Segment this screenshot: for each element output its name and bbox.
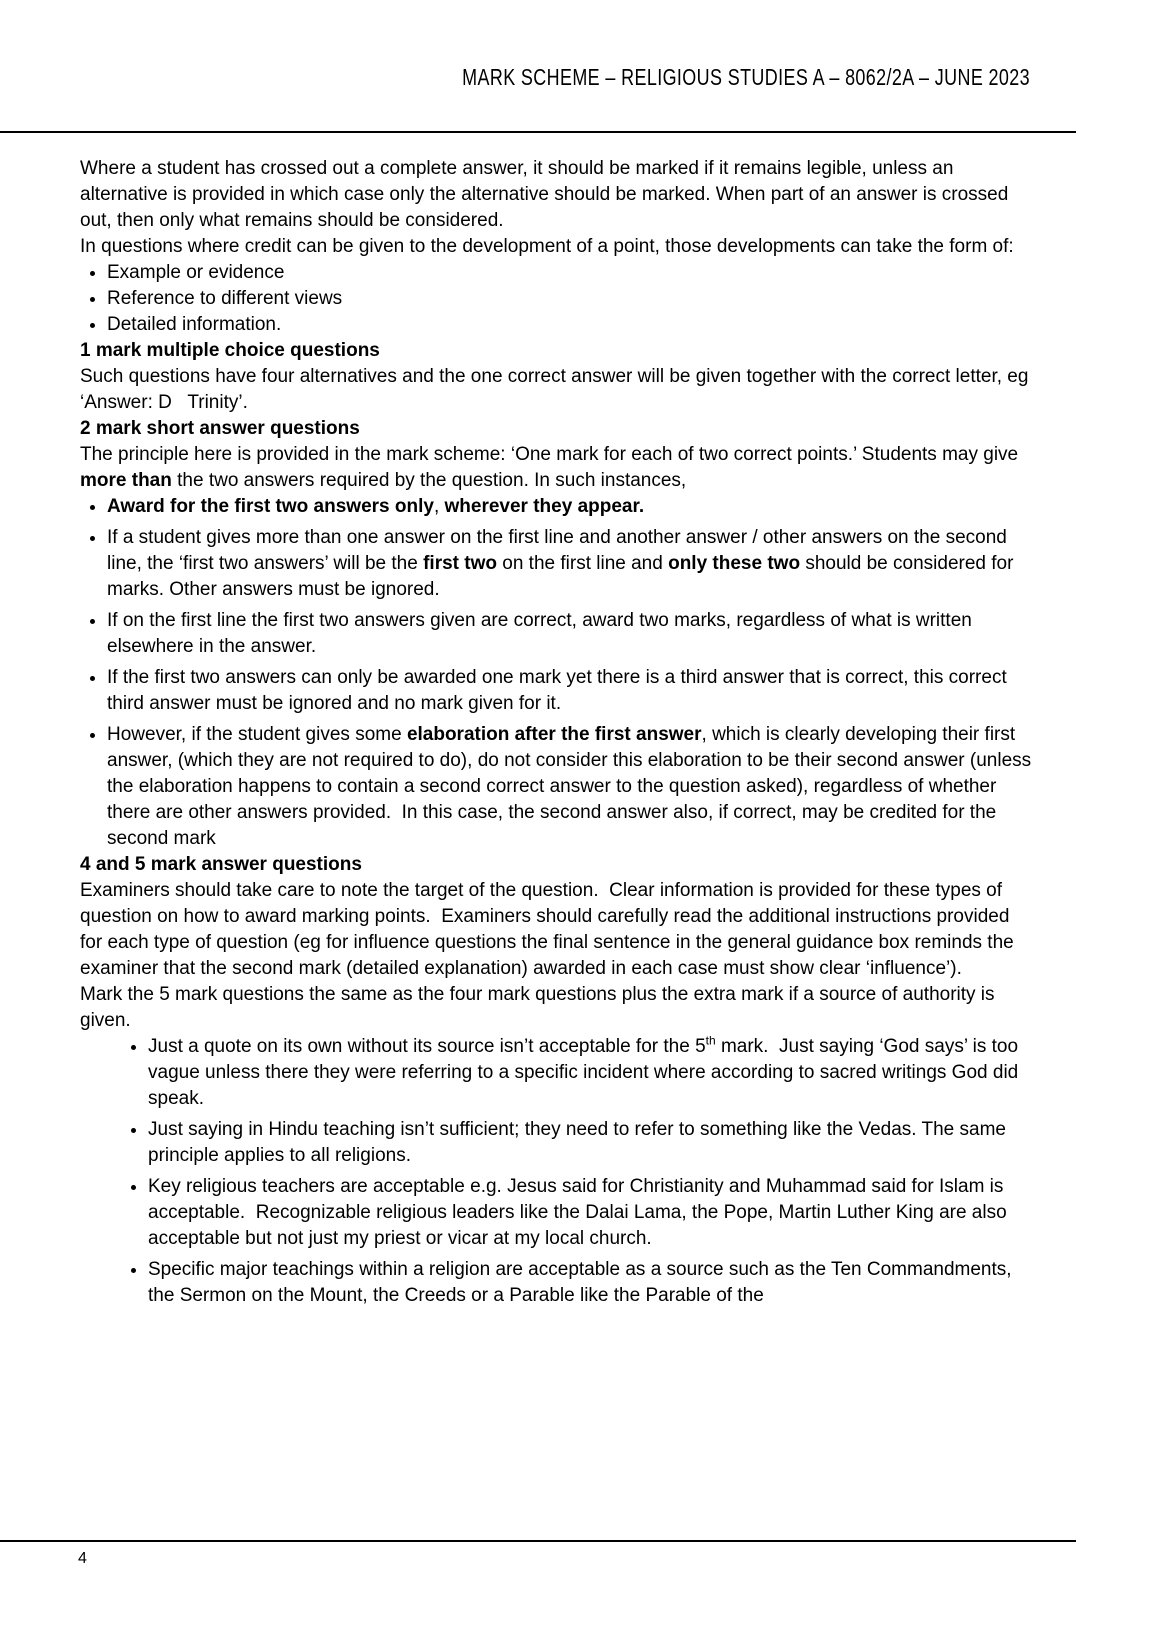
heading-2-mark-questions: 2 mark short answer questions <box>80 418 360 439</box>
two-mark-rules-list <box>80 494 1035 852</box>
list-item: • Award for the first two answers only, wherever they appear. <box>107 494 1035 520</box>
list-item: • Key religious teachers are acceptable e.g. Jesus said for Christianity and Muhammad said for Islam is acceptable. Recognizable religious leaders like the Dalai Lama, the Pope, Martin Luther King are also acceptable but not just my priest or vicar at my local church. <box>148 1174 1035 1252</box>
paragraph-development-of-point: In questions where credit can be given to the development of a point, those developments can take the form of: <box>80 236 1014 257</box>
list-item: • If the first two answers can only be awarded one mark yet there is a third answer that is correct, this correct third answer must be ignored and no mark given for it. <box>107 665 1035 717</box>
paragraph-4-5-mark-guidance: Examiners should take care to note the target of the question. Clear information is provided for these types of question on how to award marking points. Examiners should carefully read the additional instructions provided for each type of question (eg for influence questions the final sentence in the general guidance box reminds the examiner that the second mark (detailed explanation) awarded in each case must show clear ‘influence’). <box>80 880 1014 979</box>
page-number: 4 <box>78 1550 87 1567</box>
list-item: • However, if the student gives some elaboration after the first answer, which is clearly developing their first answer, (which they are not required to do), do not consider this elaboration to be their second answer (unless the elaboration happens to contain a second correct answer to the question asked), regardless of whether there are other answers provided. In this case, the second answer also, if correct, may be credited for the second mark <box>107 722 1035 852</box>
development-forms-list <box>80 260 1035 338</box>
five-mark-notes-list <box>112 1034 1035 1309</box>
heading-4-and-5-mark-questions: 4 and 5 mark answer questions <box>80 854 362 875</box>
list-item: • Just a quote on its own without its source isn’t acceptable for the 5th mark. Just saying ‘God says’ is too vague unless there they were referring to a specific incident where according to sacred writings God did speak. <box>148 1034 1035 1112</box>
list-item: • Reference to different views <box>107 286 1035 312</box>
paragraph-5-mark-marking: Mark the 5 mark questions the same as the four mark questions plus the extra mark if a source of authority is given. <box>80 984 995 1031</box>
list-item: • Example or evidence <box>107 260 1035 286</box>
document-content <box>80 156 1035 1309</box>
list-item: • If a student gives more than one answer on the first line and another answer / other answers on the second line, the ‘first two answers’ will be the first two on the first line and only these two should be considered for marks. Other answers must be ignored. <box>107 525 1035 603</box>
list-item: • Just saying in Hindu teaching isn’t sufficient; they need to refer to something like the Vedas. The same principle applies to all religions. <box>148 1117 1035 1169</box>
list-item: • If on the first line the first two answers given are correct, award two marks, regardless of what is written elsewhere in the answer. <box>107 608 1035 660</box>
paragraph-2-mark-questions: The principle here is provided in the mark scheme: ‘One mark for each of two correct points.’ Students may give more than the two answers required by the question. In such instances, <box>80 444 1019 491</box>
paragraph-crossed-out-answers: Where a student has crossed out a complete answer, it should be marked if it remains legible, unless an alternative is provided in which case only the alternative should be marked. When part of an answer is crossed out, then only what remains should be considered. <box>80 158 1009 231</box>
footer-rule <box>0 1540 1076 1542</box>
header-rule <box>0 131 1076 133</box>
page-header-title: MARK SCHEME – RELIGIOUS STUDIES A – 8062/2A – JUNE 2023 <box>462 64 1030 90</box>
list-item: • Detailed information. <box>107 312 1035 338</box>
paragraph-1-mark-questions: Such questions have four alternatives and the one correct answer will be given together with the correct letter, eg ‘Answer: D Trinity’. <box>80 366 1029 413</box>
heading-1-mark-questions: 1 mark multiple choice questions <box>80 340 380 361</box>
list-item: • Specific major teachings within a religion are acceptable as a source such as the Ten Commandments, the Sermon on the Mount, the Creeds or a Parable like the Parable of the <box>148 1257 1035 1309</box>
